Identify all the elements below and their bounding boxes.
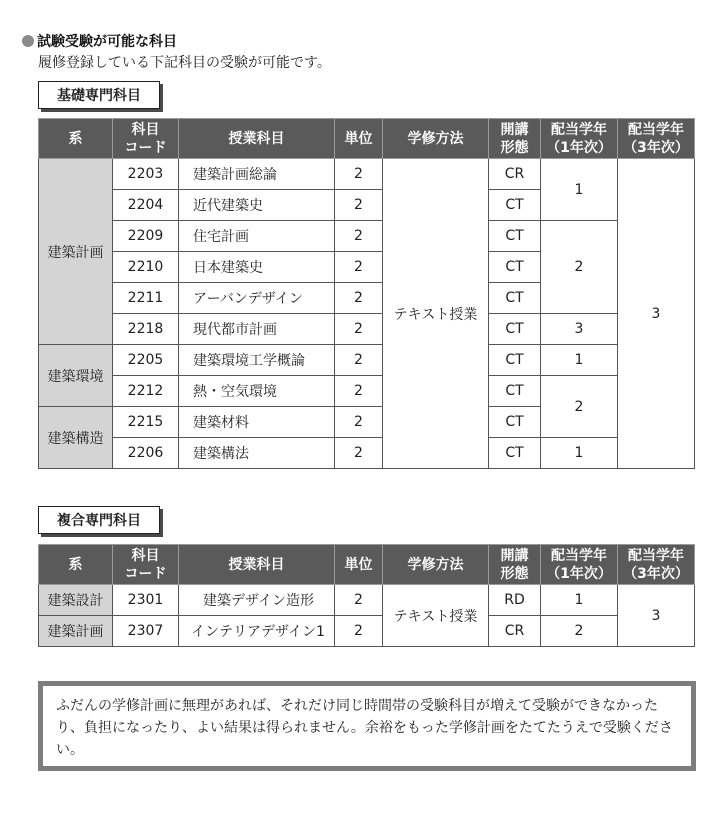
- group-design: 建築設計: [39, 585, 113, 616]
- subject-code: 2204: [113, 190, 179, 221]
- table-row: [39, 159, 695, 190]
- course-form: CT: [489, 252, 541, 283]
- subject-code: 2218: [113, 314, 179, 345]
- course-form: CT: [489, 221, 541, 252]
- subject-name: 日本建築史: [179, 252, 335, 283]
- group-structure: 建築構造: [39, 407, 113, 469]
- subject-name: 建築デザイン造形: [179, 585, 335, 616]
- course-form: CT: [489, 407, 541, 438]
- subject-unit: 2: [335, 345, 383, 376]
- table-row: [39, 376, 695, 407]
- year1-value: 2: [541, 616, 618, 647]
- header-unit: 単位: [335, 545, 383, 585]
- subject-code: 2301: [113, 585, 179, 616]
- table-row: [39, 585, 695, 616]
- year1-value: 2: [541, 221, 618, 314]
- subject-unit: 2: [335, 585, 383, 616]
- subject-name: 建築材料: [179, 407, 335, 438]
- basic-subjects-label: 基礎専門科目: [38, 81, 160, 109]
- header-kei: 系: [39, 545, 113, 585]
- section-heading-text: 試験受験が可能な科目: [37, 34, 177, 50]
- notice-box: [38, 681, 696, 771]
- group-planning: 建築計画: [39, 159, 113, 345]
- subject-unit: 2: [335, 283, 383, 314]
- header-kei: 系: [39, 119, 113, 159]
- subject-name: 近代建築史: [179, 190, 335, 221]
- subject-unit: 2: [335, 438, 383, 469]
- course-form: CT: [489, 283, 541, 314]
- header-year1: 配当学年 （1年次）: [541, 119, 618, 159]
- subject-code: 2212: [113, 376, 179, 407]
- header-code: 科目 コード: [113, 545, 179, 585]
- subject-unit: 2: [335, 616, 383, 647]
- year3-value: 3: [618, 159, 695, 469]
- subject-name: 建築環境工学概論: [179, 345, 335, 376]
- subject-code: 2307: [113, 616, 179, 647]
- subject-code: 2209: [113, 221, 179, 252]
- header-form: 開講 形態: [489, 545, 541, 585]
- subject-name: インテリアデザイン1: [179, 616, 335, 647]
- section-description: 履修登録している下記科目の受験が可能です。: [38, 55, 331, 71]
- header-code: 科目 コード: [113, 119, 179, 159]
- header-year1: 配当学年 （1年次）: [541, 545, 618, 585]
- group-planning: 建築計画: [39, 616, 113, 647]
- course-form: RD: [489, 585, 541, 616]
- year1-value: 1: [541, 159, 618, 221]
- year1-value: 2: [541, 376, 618, 438]
- year1-value: 1: [541, 438, 618, 469]
- year3-value: 3: [618, 585, 695, 647]
- subject-code: 2210: [113, 252, 179, 283]
- study-method: テキスト授業: [383, 585, 489, 647]
- header-method: 学修方法: [383, 545, 489, 585]
- course-form: CR: [489, 159, 541, 190]
- compound-subjects-table: [38, 544, 695, 647]
- subject-name: 熱・空気環境: [179, 376, 335, 407]
- subject-name: 住宅計画: [179, 221, 335, 252]
- subject-name: 建築計画総論: [179, 159, 335, 190]
- group-environment: 建築環境: [39, 345, 113, 407]
- subject-unit: 2: [335, 190, 383, 221]
- year1-value: 1: [541, 345, 618, 376]
- header-unit: 単位: [335, 119, 383, 159]
- subject-unit: 2: [335, 252, 383, 283]
- basic-subjects-table: [38, 118, 695, 469]
- table-row: [39, 616, 695, 647]
- course-form: CT: [489, 345, 541, 376]
- subject-unit: 2: [335, 314, 383, 345]
- subject-code: 2215: [113, 407, 179, 438]
- notice-text: ふだんの学修計画に無理があれば、それだけ同じ時間帯の受験科目が増えて受験ができなかったり、負担になったり、よい結果は得られません。余裕をもった学修計画をたてたうえで受験ください。: [56, 698, 673, 758]
- table-row: [39, 345, 695, 376]
- subject-code: 2203: [113, 159, 179, 190]
- subject-unit: 2: [335, 159, 383, 190]
- subject-code: 2206: [113, 438, 179, 469]
- subject-code: 2205: [113, 345, 179, 376]
- header-subject: 授業科目: [179, 545, 335, 585]
- study-method: テキスト授業: [383, 159, 489, 469]
- subject-name: アーバンデザイン: [179, 283, 335, 314]
- course-form: CT: [489, 190, 541, 221]
- subject-unit: 2: [335, 376, 383, 407]
- header-year3: 配当学年 （3年次）: [618, 119, 695, 159]
- course-form: CT: [489, 376, 541, 407]
- year1-value: 1: [541, 585, 618, 616]
- section-heading: [22, 31, 177, 51]
- header-method: 学修方法: [383, 119, 489, 159]
- table-row: [39, 221, 695, 252]
- table-header-row: [39, 545, 695, 585]
- course-form: CT: [489, 438, 541, 469]
- subject-unit: 2: [335, 407, 383, 438]
- year1-value: 3: [541, 314, 618, 345]
- bullet-icon: [22, 35, 34, 47]
- table-header-row: [39, 119, 695, 159]
- header-year3: 配当学年 （3年次）: [618, 545, 695, 585]
- table-row: [39, 438, 695, 469]
- subject-code: 2211: [113, 283, 179, 314]
- subject-unit: 2: [335, 221, 383, 252]
- subject-name: 現代都市計画: [179, 314, 335, 345]
- course-form: CR: [489, 616, 541, 647]
- header-subject: 授業科目: [179, 119, 335, 159]
- header-form: 開講 形態: [489, 119, 541, 159]
- compound-subjects-label: 複合専門科目: [38, 506, 160, 534]
- course-form: CT: [489, 314, 541, 345]
- subject-name: 建築構法: [179, 438, 335, 469]
- table-row: [39, 314, 695, 345]
